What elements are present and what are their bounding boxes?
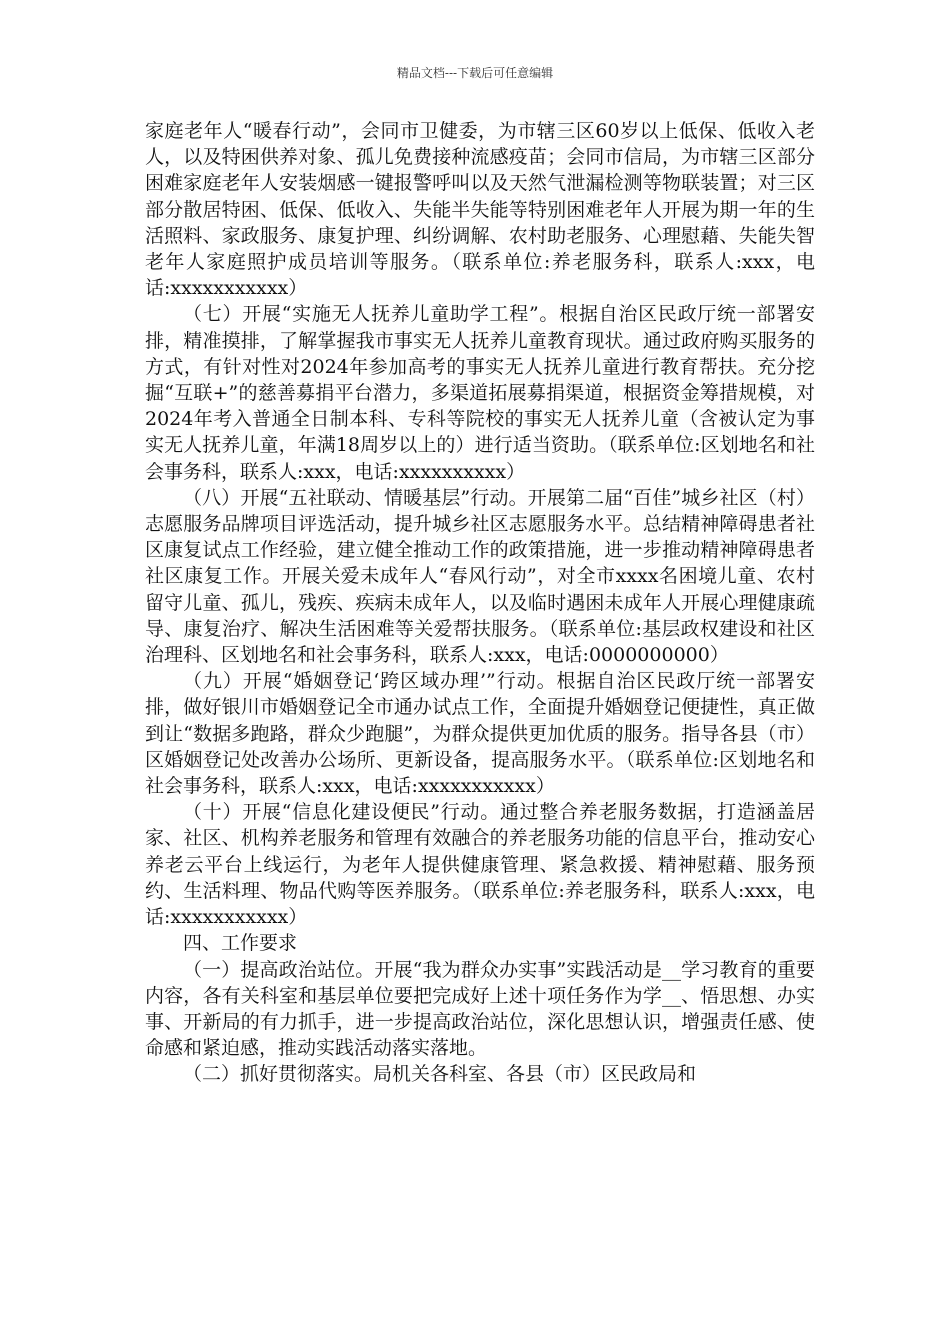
paragraph-item-8: （八）开展“五社联动、情暖基层”行动。开展第二届“百佳”城乡社区（村）志愿服务品牌项目评选活动，提升城乡社区志愿服务水平。总结精神障碍患者社区康复试点工作经验，建立健全推动工作的政策措施，进一步推动精神障碍患者社区康复工作。开展关爱未成年人“春风行动”，对全市xxxx名困境儿童、农村留守儿童、孤儿，残疾、疾病未成年人，以及临时遇困未成年人开展心理健康疏导、康复治疗、解决生活困难等关爱帮扶服务。（联系单位:基层政权建设和社区治理科、区划地名和社会事务科，联系人:xxx，电话:0000000000） [145,486,815,667]
paragraph-item-10: （十）开展“信息化建设便民”行动。通过整合养老服务数据，打造涵盖居家、社区、机构养老服务和管理有效融合的养老服务功能的信息平台，推动安心养老云平台上线运行，为老年人提供健康管理、紧急救援、精神慰藉、服务预约、生活料理、物品代购等医养服务。（联系单位:养老服务科，联系人:xxx，电话:xxxxxxxxxxx） [145,801,815,929]
paragraph-item-9: （九）开展“婚姻登记‘跨区域办理’”行动。根据自治区民政厅统一部署安排，做好银川市婚姻登记全市通办试点工作，全面提升婚姻登记便捷性，真正做到让“数据多跑路，群众少跑腿”，为群众提供更加优质的服务。指导各县（市）区婚姻登记处改善办公场所、更新设备，提高服务水平。（联系单位:区划地名和社会事务科，联系人:xxx，电话:xxxxxxxxxxx） [145,670,815,798]
section-heading-work-requirements: 四、工作要求 [183,932,298,955]
paragraph-item-7: （七）开展“实施无人抚养儿童助学工程”。根据自治区民政厅统一部署安排，精准摸排，了解掌握我市事实无人抚养儿童教育现状。通过政府购买服务的方式，有针对性对2024年参加高考的事实无人抚养儿童进行教育帮扶。充分挖掘“互联+”的慈善募捐平台潜力，多渠道拓展募捐渠道，根据资金筹措规模，对2024年考入普通全日制本科、专科等院校的事实无人抚养儿童（含被认定为事实无人抚养儿童，年满18周岁以上的）进行适当资助。（联系单位:区划地名和社会事务科，联系人:xxx，电话:xxxxxxxxxx） [145,303,815,483]
paragraph-requirement-1: （一）提高政治站位。开展“我为群众办实事”实践活动是__学习教育的重要内容，各有关科室和基层单位要把完成好上述十项任务作为学__、悟思想、办实事、开新局的有力抓手，进一步提高政治站位，深化思想认识，增强责任感、使命感和紧迫感，推动实践活动落实落地。 [145,958,815,1060]
paragraph-continuation: 家庭老年人“暖春行动”，会同市卫健委，为市辖三区60岁以上低保、低收入老人，以及特困供养对象、孤儿免费接种流感疫苗；会同市信局，为市辖三区部分困难家庭老年人安装烟感一键报警呼叫以及天然气泄漏检测等物联装置；对三区部分散居特困、低保、低收入、失能半失能等特别困难老年人开展为期一年的生活照料、家政服务、康复护理、纠纷调解、农村助老服务、心理慰藉、失能失智老年人家庭照护成员培训等服务。（联系单位:养老服务科，联系人:xxx，电话:xxxxxxxxxxx） [145,120,815,300]
document-body [145,118,815,1088]
page-header: 精品文档---下载后可任意编辑 [396,66,554,80]
paragraph-requirement-2: （二）抓好贯彻落实。局机关各科室、各县（市）区民政局和 [183,1063,697,1086]
